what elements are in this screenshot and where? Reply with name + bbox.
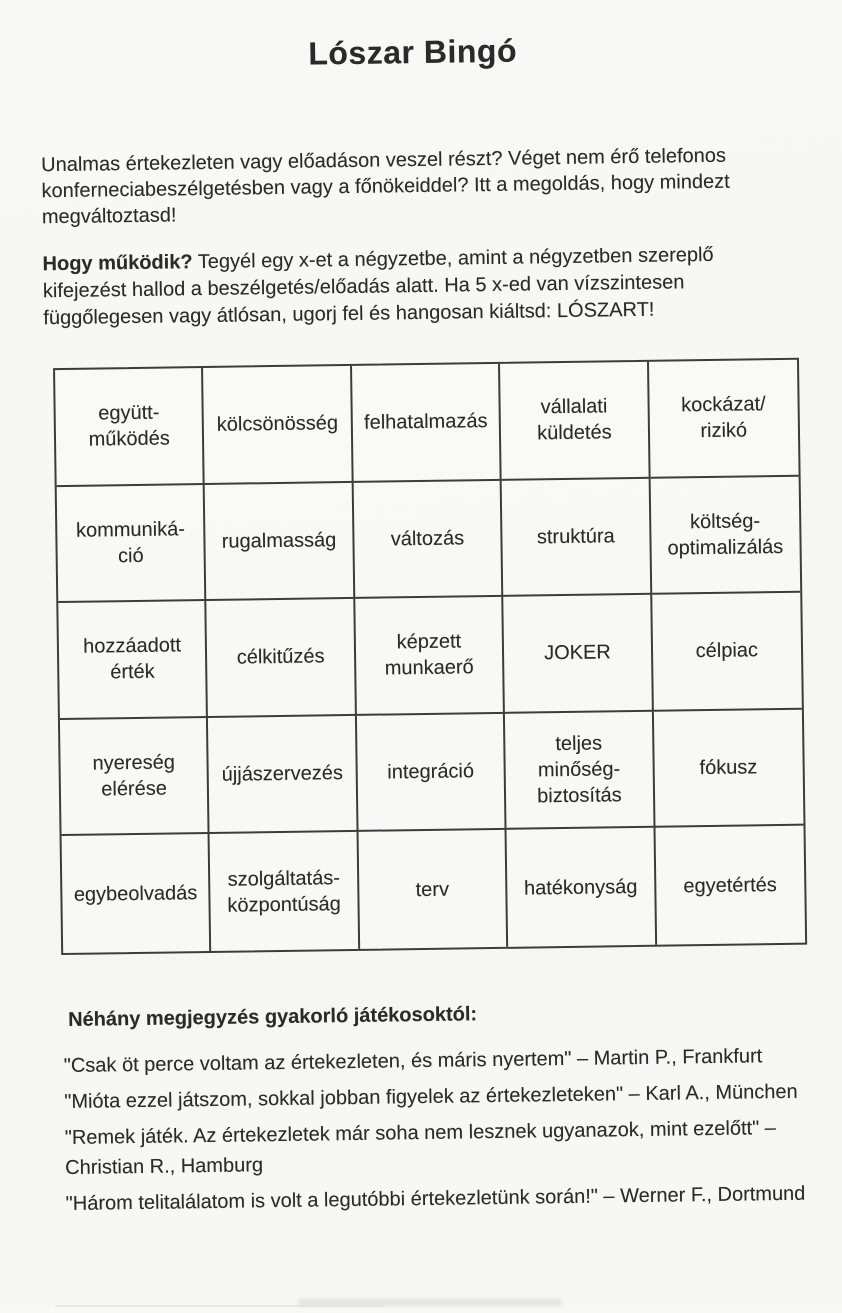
- bingo-cell: rugalmasság: [205, 483, 355, 602]
- bingo-cell: struktúra: [502, 478, 652, 597]
- page-title: Lószar Bingó: [308, 32, 518, 72]
- bingo-cell: célkitűzés: [207, 599, 357, 718]
- how-it-works-label: Hogy működik?: [42, 251, 193, 276]
- bingo-cell: újjászervezés: [208, 716, 358, 835]
- testimonial-quote: "Csak öt perce voltam az értekezleten, és máris nyertem" – Martin P., Frankfurt: [63, 1045, 763, 1078]
- testimonial-quote: "Három telitalálatom is volt a legutóbbi értekezletünk során!" – Werner F., Dortmund: [65, 1182, 806, 1216]
- how-it-works-text: Tegyél egy x-et a négyzetbe, amint a négyzetben szereplő kifejezést hallod a beszélgetés/előadás alatt. Ha 5 x-ed van vízszintesen függőlegesen vagy átlósan, ugorj fel és hangosan kiáltsd: LÓSZART!: [42, 243, 714, 330]
- bingo-cell: egybeolvadás: [62, 834, 212, 953]
- intro-paragraph: Unalmas értekezleten vagy előadáson veszel részt? Véget nem érő telefonos konferneciabeszélgetésben vagy a főnökeiddel? Itt a megoldás, hogy mindezt megváltoztasd!: [41, 144, 730, 229]
- bingo-cell: költség- optimalizálás: [650, 476, 800, 595]
- bingo-cell: kölcsönösség: [203, 366, 353, 485]
- bingo-cell: változás: [353, 480, 503, 599]
- bingo-cell: képzett munkaerő: [355, 597, 505, 716]
- bingo-cell: felhatalmazás: [352, 364, 502, 483]
- bingo-grid: [53, 358, 807, 955]
- bingo-cell: szolgáltatás- központúság: [210, 832, 360, 951]
- testimonial-quote: "Remek játék. Az értekezletek már soha nem lesznek ugyanazok, mint ezelőtt" – Christian R., Hamburg: [64, 1117, 777, 1180]
- bingo-cell: kommuniká- ció: [57, 485, 207, 604]
- how-it-works-paragraph: [42, 241, 781, 332]
- bingo-cell: együtt- működés: [55, 368, 205, 487]
- bingo-cell: teljes minőség- biztosítás: [505, 712, 655, 831]
- bingo-cell: hatékonyság: [507, 828, 657, 947]
- testimonials-heading: Néhány megjegyzés gyakorló játékosoktól:: [67, 1003, 478, 1031]
- bingo-cell: egyetértés: [683, 873, 777, 898]
- testimonial-quote: "Mióta ezzel játszom, sokkal jobban figyelek az értekezleteken" – Karl A., München: [64, 1080, 798, 1114]
- bingo-cell: fókusz: [653, 709, 803, 828]
- bingo-cell: vállalati küldetés: [500, 362, 650, 481]
- bingo-cell: integráció: [357, 714, 507, 833]
- bingo-cell: célpiac: [652, 593, 802, 712]
- bingo-cell: hozzáadott érték: [58, 601, 208, 720]
- bingo-cell: terv: [358, 830, 508, 949]
- bingo-cell: nyereség elérése: [60, 718, 210, 837]
- bingo-cell-joker: JOKER: [503, 595, 653, 714]
- testimonials-list: [64, 1041, 814, 1225]
- bingo-cell: kockázat/ rizikó: [649, 360, 799, 479]
